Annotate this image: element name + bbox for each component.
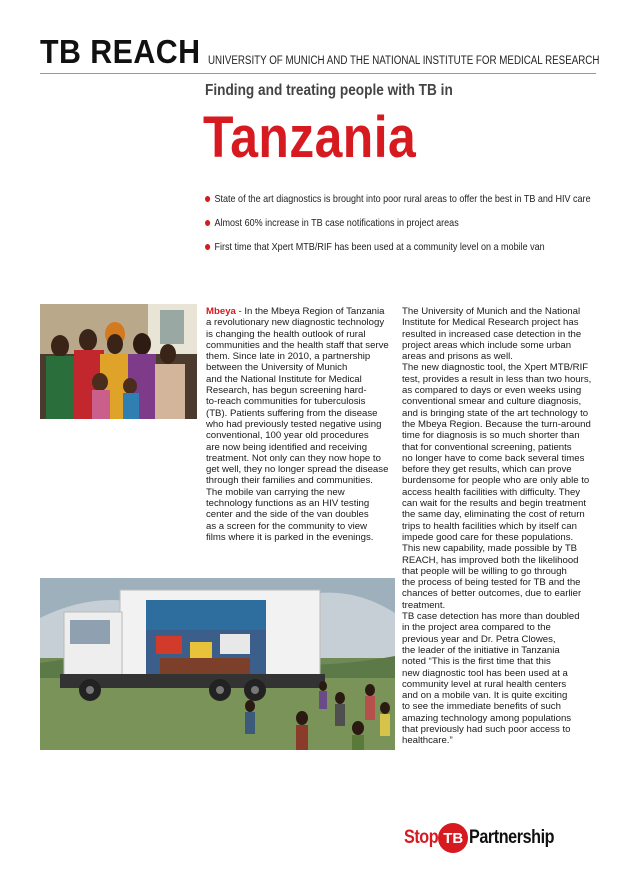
header xyxy=(40,32,600,72)
key-point: State of the art diagnostics is brought into poor rural areas to offer the best in TB and HIV care xyxy=(205,193,549,206)
page-subtitle: Finding and treating people with TB in xyxy=(205,82,453,99)
stop-tb-partnership-logo xyxy=(404,821,594,855)
brand-title: TB REACH xyxy=(40,33,201,70)
article-lead-word: Mbeya xyxy=(206,306,236,317)
bullet-dot-icon xyxy=(205,220,210,226)
bullet-dot-icon xyxy=(205,196,210,202)
community-women-photo xyxy=(40,304,197,419)
key-points-list xyxy=(205,193,605,265)
logo-stop-text: Stop xyxy=(404,827,439,848)
page-title: Tanzania xyxy=(203,105,417,170)
organization-name: UNIVERSITY OF MUNICH AND THE NATIONAL INSTITUTE FOR MEDICAL RESEARCH xyxy=(208,55,600,67)
bullet-dot-icon xyxy=(205,244,210,250)
header-divider xyxy=(40,73,596,74)
key-point: Almost 60% increase in TB case notifications in project areas xyxy=(205,217,549,230)
mobile-van-photo xyxy=(40,578,395,750)
key-point: First time that Xpert MTB/RIF has been used at a community level on a mobile van xyxy=(205,241,549,254)
article-column-right: The University of Munich and the National Institute for Medical Research project has resulted in increased case detection in the project areas which include some urban areas and prisons as well. The new diagnostic tool, the Xpert MTB/RIF test, provides a result in less than two hours, as compared to days or even weeks using conventional smear and culture diagnosis, and is bringing state of the art technology to the Mbeya Region. Because the turn-around time for diagnosis is so much shorter than that for conventional screening, patients no longer have to come back several times before they get results, which can prove burdensome for people who are only able to access health facilities with difficulty. They can wait for the results and begin treatment the same day, eliminating the cost of return trips to health facilities which by itself can impede good care for these populations. This new capability, made possible by TB REACH, has improved both the likelihood that people will be willing to go through the process of being tested for TB and the chances of better outcomes, due to earlier treatment. TB case detection has more than doubled in the project area compared to the previous year and Dr. Petra Clowes, the leader of the initiative in Tanzania noted “This is the first time that this new diagnostic tool has been used at a community level at rural health centers and on a mobile van. It is quite exciting to see the immediate benefits of such amazing technology among populations that previously had such poor access to healthcare.” xyxy=(402,306,592,747)
logo-partnership-text: Partnership xyxy=(469,827,555,848)
article-column-left: Mbeya - In the Mbeya Region of Tanzania a revolutionary new diagnostic technology is changing the health outlook of rural communities and the health staff that serve them. Since late in 2010, a partnership between the University of Munich and the National Institute for Medical Research, has begun screening hard- to-reach communities for tuberculosis (TB). Patients suffering from the disease who had previously tested negative using conventional, 100 year old procedures are now being identified and receiving treatment. Not only can they now hope to get well, they no longer spread the disease through their families and communities. The mobile van carrying the new technology functions as an HIV testing center and the side of the van doubles as a screen for the community to view films where it is parked in the evenings. xyxy=(206,306,389,543)
logo-tb-badge: TB xyxy=(438,823,468,853)
